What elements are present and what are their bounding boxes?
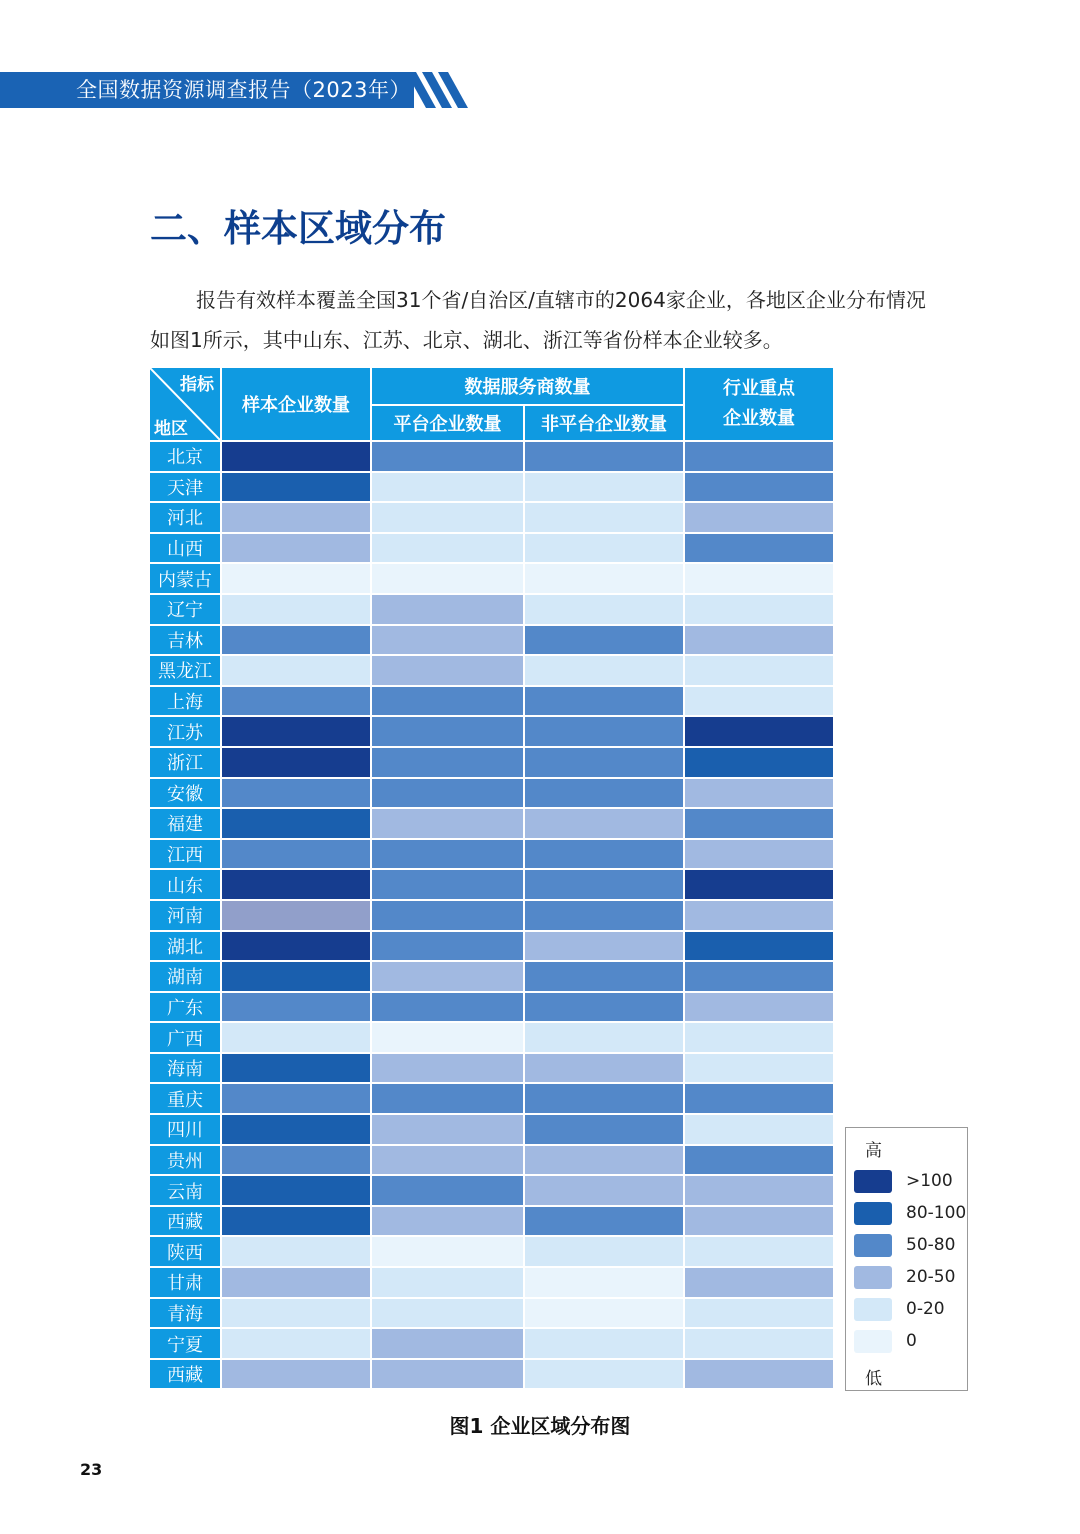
- heatmap-cell-key: [684, 594, 834, 625]
- heatmap-cell-key: [684, 1206, 834, 1237]
- heatmap-cell-nonplatform: [524, 839, 684, 870]
- table-row: [149, 1175, 834, 1206]
- heatmap-cell-nonplatform: [524, 1175, 684, 1206]
- heatmap-cell-platform: [371, 594, 524, 625]
- heatmap-cell-sample: [221, 808, 371, 839]
- heatmap-cell-sample: [221, 563, 371, 594]
- heatmap-cell-platform: [371, 563, 524, 594]
- heatmap-cell-platform: [371, 869, 524, 900]
- heatmap-cell-key: [684, 839, 834, 870]
- heatmap-cell-key: [684, 1175, 834, 1206]
- heatmap-cell-platform: [371, 686, 524, 717]
- heatmap-cell-sample: [221, 655, 371, 686]
- heatmap-cell-platform: [371, 1114, 524, 1145]
- heatmap-cell-platform: [371, 1236, 524, 1267]
- table-row: [149, 1267, 834, 1298]
- legend-swatch: [854, 1266, 892, 1289]
- legend-label: 20-50: [906, 1267, 956, 1287]
- table-row: [149, 992, 834, 1023]
- heatmap-cell-platform: [371, 839, 524, 870]
- region-label: 安徽: [149, 778, 221, 809]
- table-row: [149, 563, 834, 594]
- heatmap-cell-sample: [221, 502, 371, 533]
- table-row: [149, 594, 834, 625]
- heatmap-cell-platform: [371, 992, 524, 1023]
- table-row: [149, 900, 834, 931]
- section-title: 二、样本区域分布: [150, 207, 446, 250]
- heatmap-cell-platform: [371, 1145, 524, 1176]
- region-label: 山西: [149, 533, 221, 564]
- heatmap-cell-key: [684, 1114, 834, 1145]
- corner-indicator-label: 指标: [180, 375, 214, 395]
- heatmap-cell-nonplatform: [524, 472, 684, 503]
- region-label: 辽宁: [149, 594, 221, 625]
- legend-item: [854, 1330, 964, 1354]
- heatmap-cell-nonplatform: [524, 1145, 684, 1176]
- corner-region-label: 地区: [154, 419, 188, 439]
- heatmap-cell-nonplatform: [524, 441, 684, 472]
- heatmap-cell-sample: [221, 1236, 371, 1267]
- heatmap-cell-platform: [371, 716, 524, 747]
- heatmap-cell-platform: [371, 1083, 524, 1114]
- heatmap-cell-sample: [221, 961, 371, 992]
- region-label: 广东: [149, 992, 221, 1023]
- heatmap-cell-key: [684, 1145, 834, 1176]
- region-label: 河北: [149, 502, 221, 533]
- heatmap-cell-sample: [221, 1022, 371, 1053]
- table-row: [149, 441, 834, 472]
- heatmap-body: [149, 441, 834, 1389]
- legend-high-label: 高: [865, 1141, 882, 1161]
- heatmap-cell-key: [684, 1053, 834, 1084]
- banner-stripes-decoration: [402, 72, 472, 108]
- heatmap-cell-nonplatform: [524, 1022, 684, 1053]
- table-row: [149, 1328, 834, 1359]
- heatmap-cell-nonplatform: [524, 1267, 684, 1298]
- heatmap-cell-sample: [221, 1083, 371, 1114]
- col-header-key-enterprises: [684, 367, 834, 441]
- region-heatmap-table: [148, 366, 835, 1390]
- region-label: 四川: [149, 1114, 221, 1145]
- heatmap-cell-nonplatform: [524, 869, 684, 900]
- table-row: [149, 1206, 834, 1237]
- region-label: 黑龙江: [149, 655, 221, 686]
- heatmap-cell-key: [684, 686, 834, 717]
- heatmap-cell-nonplatform: [524, 563, 684, 594]
- region-label: 西藏: [149, 1359, 221, 1390]
- heatmap-cell-nonplatform: [524, 1236, 684, 1267]
- heatmap-cell-key: [684, 961, 834, 992]
- report-title: 全国数据资源调查报告（2023年）: [76, 78, 411, 102]
- region-label: 湖北: [149, 931, 221, 962]
- heatmap-cell-platform: [371, 533, 524, 564]
- heatmap-cell-platform: [371, 1053, 524, 1084]
- heatmap-cell-platform: [371, 1175, 524, 1206]
- region-label: 天津: [149, 472, 221, 503]
- heatmap-cell-key: [684, 655, 834, 686]
- table-row: [149, 1298, 834, 1329]
- region-label: 甘肃: [149, 1267, 221, 1298]
- legend-item: [854, 1266, 964, 1290]
- heatmap-cell-sample: [221, 1114, 371, 1145]
- heatmap-cell-nonplatform: [524, 625, 684, 656]
- heatmap-cell-key: [684, 716, 834, 747]
- heatmap-cell-key: [684, 1083, 834, 1114]
- table-row: [149, 1145, 834, 1176]
- region-label: 河南: [149, 900, 221, 931]
- heatmap-cell-sample: [221, 472, 371, 503]
- col-header-key-line2: 企业数量: [723, 408, 795, 429]
- legend-swatch: [854, 1170, 892, 1193]
- region-label: 上海: [149, 686, 221, 717]
- table-row: [149, 1053, 834, 1084]
- table-row: [149, 686, 834, 717]
- heatmap-cell-key: [684, 563, 834, 594]
- region-label: 山东: [149, 869, 221, 900]
- table-row: [149, 716, 834, 747]
- heatmap-cell-platform: [371, 625, 524, 656]
- heatmap-cell-nonplatform: [524, 1053, 684, 1084]
- col-header-key-line1: 行业重点: [723, 378, 795, 399]
- region-label: 贵州: [149, 1145, 221, 1176]
- heatmap-cell-key: [684, 1236, 834, 1267]
- region-label: 福建: [149, 808, 221, 839]
- heatmap-cell-key: [684, 1022, 834, 1053]
- heatmap-cell-sample: [221, 1298, 371, 1329]
- heatmap-cell-nonplatform: [524, 1083, 684, 1114]
- corner-header: [149, 367, 221, 441]
- heatmap-cell-nonplatform: [524, 716, 684, 747]
- legend-swatch: [854, 1202, 892, 1225]
- heatmap-cell-sample: [221, 900, 371, 931]
- legend-label: >100: [906, 1171, 953, 1191]
- legend-low-label: 低: [865, 1369, 882, 1389]
- heatmap-cell-nonplatform: [524, 1114, 684, 1145]
- heatmap-cell-platform: [371, 1267, 524, 1298]
- region-label: 云南: [149, 1175, 221, 1206]
- legend-label: 0-20: [906, 1299, 945, 1319]
- heatmap-cell-key: [684, 992, 834, 1023]
- region-label: 青海: [149, 1298, 221, 1329]
- region-label: 宁夏: [149, 1328, 221, 1359]
- table-row: [149, 1359, 834, 1390]
- heatmap-cell-sample: [221, 747, 371, 778]
- heatmap-cell-sample: [221, 533, 371, 564]
- heatmap-cell-sample: [221, 1053, 371, 1084]
- heatmap-cell-platform: [371, 1359, 524, 1390]
- table-row: [149, 1236, 834, 1267]
- region-label: 重庆: [149, 1083, 221, 1114]
- heatmap-cell-key: [684, 441, 834, 472]
- legend-swatch: [854, 1298, 892, 1321]
- region-label: 吉林: [149, 625, 221, 656]
- col-header-service-group: 数据服务商数量: [371, 367, 684, 405]
- heatmap-cell-platform: [371, 502, 524, 533]
- heatmap-cell-nonplatform: [524, 655, 684, 686]
- heatmap-cell-platform: [371, 472, 524, 503]
- table-row: [149, 961, 834, 992]
- heatmap-cell-platform: [371, 808, 524, 839]
- region-label: 湖南: [149, 961, 221, 992]
- table-row: [149, 1114, 834, 1145]
- heatmap-cell-key: [684, 808, 834, 839]
- heatmap-cell-sample: [221, 778, 371, 809]
- legend-item: [854, 1234, 964, 1258]
- heatmap-cell-nonplatform: [524, 961, 684, 992]
- table-row: [149, 839, 834, 870]
- heatmap-cell-sample: [221, 441, 371, 472]
- heatmap-cell-key: [684, 869, 834, 900]
- page-number: 23: [80, 1460, 103, 1479]
- heatmap-cell-platform: [371, 441, 524, 472]
- heatmap-cell-nonplatform: [524, 1328, 684, 1359]
- heatmap-cell-sample: [221, 1328, 371, 1359]
- region-label: 北京: [149, 441, 221, 472]
- heatmap-cell-key: [684, 1328, 834, 1359]
- col-header-platform: 平台企业数量: [371, 405, 524, 441]
- heatmap-cell-nonplatform: [524, 931, 684, 962]
- heatmap-cell-key: [684, 472, 834, 503]
- heatmap-cell-sample: [221, 869, 371, 900]
- figure-caption: 图1 企业区域分布图: [449, 1414, 631, 1438]
- heatmap-cell-nonplatform: [524, 747, 684, 778]
- heatmap-cell-key: [684, 533, 834, 564]
- region-label: 江西: [149, 839, 221, 870]
- legend-swatch: [854, 1234, 892, 1257]
- table-row: [149, 931, 834, 962]
- heatmap-cell-platform: [371, 1328, 524, 1359]
- heatmap-cell-sample: [221, 1145, 371, 1176]
- table-row: [149, 778, 834, 809]
- table-row: [149, 655, 834, 686]
- heatmap-cell-nonplatform: [524, 502, 684, 533]
- col-header-sample: 样本企业数量: [221, 367, 371, 441]
- heatmap-cell-sample: [221, 1175, 371, 1206]
- heatmap-cell-platform: [371, 1206, 524, 1237]
- heatmap-cell-nonplatform: [524, 533, 684, 564]
- table-row: [149, 502, 834, 533]
- heatmap-cell-nonplatform: [524, 778, 684, 809]
- heatmap-cell-sample: [221, 686, 371, 717]
- region-label: 海南: [149, 1053, 221, 1084]
- legend-label: 80-100: [906, 1203, 967, 1223]
- table-row: [149, 869, 834, 900]
- legend-label: 50-80: [906, 1235, 956, 1255]
- table-row: [149, 533, 834, 564]
- legend-swatch: [854, 1330, 892, 1353]
- heatmap-cell-key: [684, 502, 834, 533]
- heatmap-cell-nonplatform: [524, 594, 684, 625]
- table-row: [149, 472, 834, 503]
- heatmap-cell-key: [684, 931, 834, 962]
- region-label: 西藏: [149, 1206, 221, 1237]
- legend-box: [845, 1127, 968, 1391]
- heatmap-cell-sample: [221, 625, 371, 656]
- table-row: [149, 625, 834, 656]
- heatmap-cell-sample: [221, 1359, 371, 1390]
- heatmap-cell-sample: [221, 716, 371, 747]
- table-row: [149, 808, 834, 839]
- legend-label: 0: [906, 1331, 917, 1351]
- heatmap-cell-nonplatform: [524, 808, 684, 839]
- legend-item: [854, 1202, 967, 1226]
- heatmap-cell-platform: [371, 778, 524, 809]
- heatmap-cell-platform: [371, 931, 524, 962]
- heatmap-cell-key: [684, 625, 834, 656]
- table-row: [149, 1083, 834, 1114]
- legend-item: [854, 1170, 964, 1194]
- heatmap-cell-nonplatform: [524, 1298, 684, 1329]
- intro-paragraph: 报告有效样本覆盖全国31个省/自治区/直辖市的2064家企业，各地区企业分布情况如图1所示，其中山东、江苏、北京、湖北、浙江等省份样本企业较多。: [150, 288, 926, 352]
- heatmap-cell-sample: [221, 839, 371, 870]
- heatmap-cell-sample: [221, 1267, 371, 1298]
- heatmap-cell-platform: [371, 1298, 524, 1329]
- heatmap-cell-sample: [221, 931, 371, 962]
- heatmap-cell-key: [684, 1298, 834, 1329]
- heatmap-cell-key: [684, 778, 834, 809]
- heatmap-cell-key: [684, 900, 834, 931]
- heatmap-cell-sample: [221, 594, 371, 625]
- heatmap-cell-nonplatform: [524, 900, 684, 931]
- col-header-nonplatform: 非平台企业数量: [524, 405, 684, 441]
- table-row: [149, 747, 834, 778]
- heatmap-cell-platform: [371, 900, 524, 931]
- heatmap-cell-platform: [371, 1022, 524, 1053]
- heatmap-cell-sample: [221, 992, 371, 1023]
- heatmap-cell-nonplatform: [524, 992, 684, 1023]
- region-label: 内蒙古: [149, 563, 221, 594]
- heatmap-cell-nonplatform: [524, 686, 684, 717]
- heatmap-cell-key: [684, 1359, 834, 1390]
- heatmap-cell-platform: [371, 961, 524, 992]
- heatmap-cell-platform: [371, 655, 524, 686]
- heatmap-cell-sample: [221, 1206, 371, 1237]
- legend-item: [854, 1298, 964, 1322]
- region-label: 浙江: [149, 747, 221, 778]
- region-label: 陕西: [149, 1236, 221, 1267]
- region-label: 广西: [149, 1022, 221, 1053]
- table-row: [149, 1022, 834, 1053]
- heatmap-cell-key: [684, 1267, 834, 1298]
- heatmap-cell-key: [684, 747, 834, 778]
- heatmap-cell-platform: [371, 747, 524, 778]
- heatmap-cell-nonplatform: [524, 1206, 684, 1237]
- region-label: 江苏: [149, 716, 221, 747]
- heatmap-cell-nonplatform: [524, 1359, 684, 1390]
